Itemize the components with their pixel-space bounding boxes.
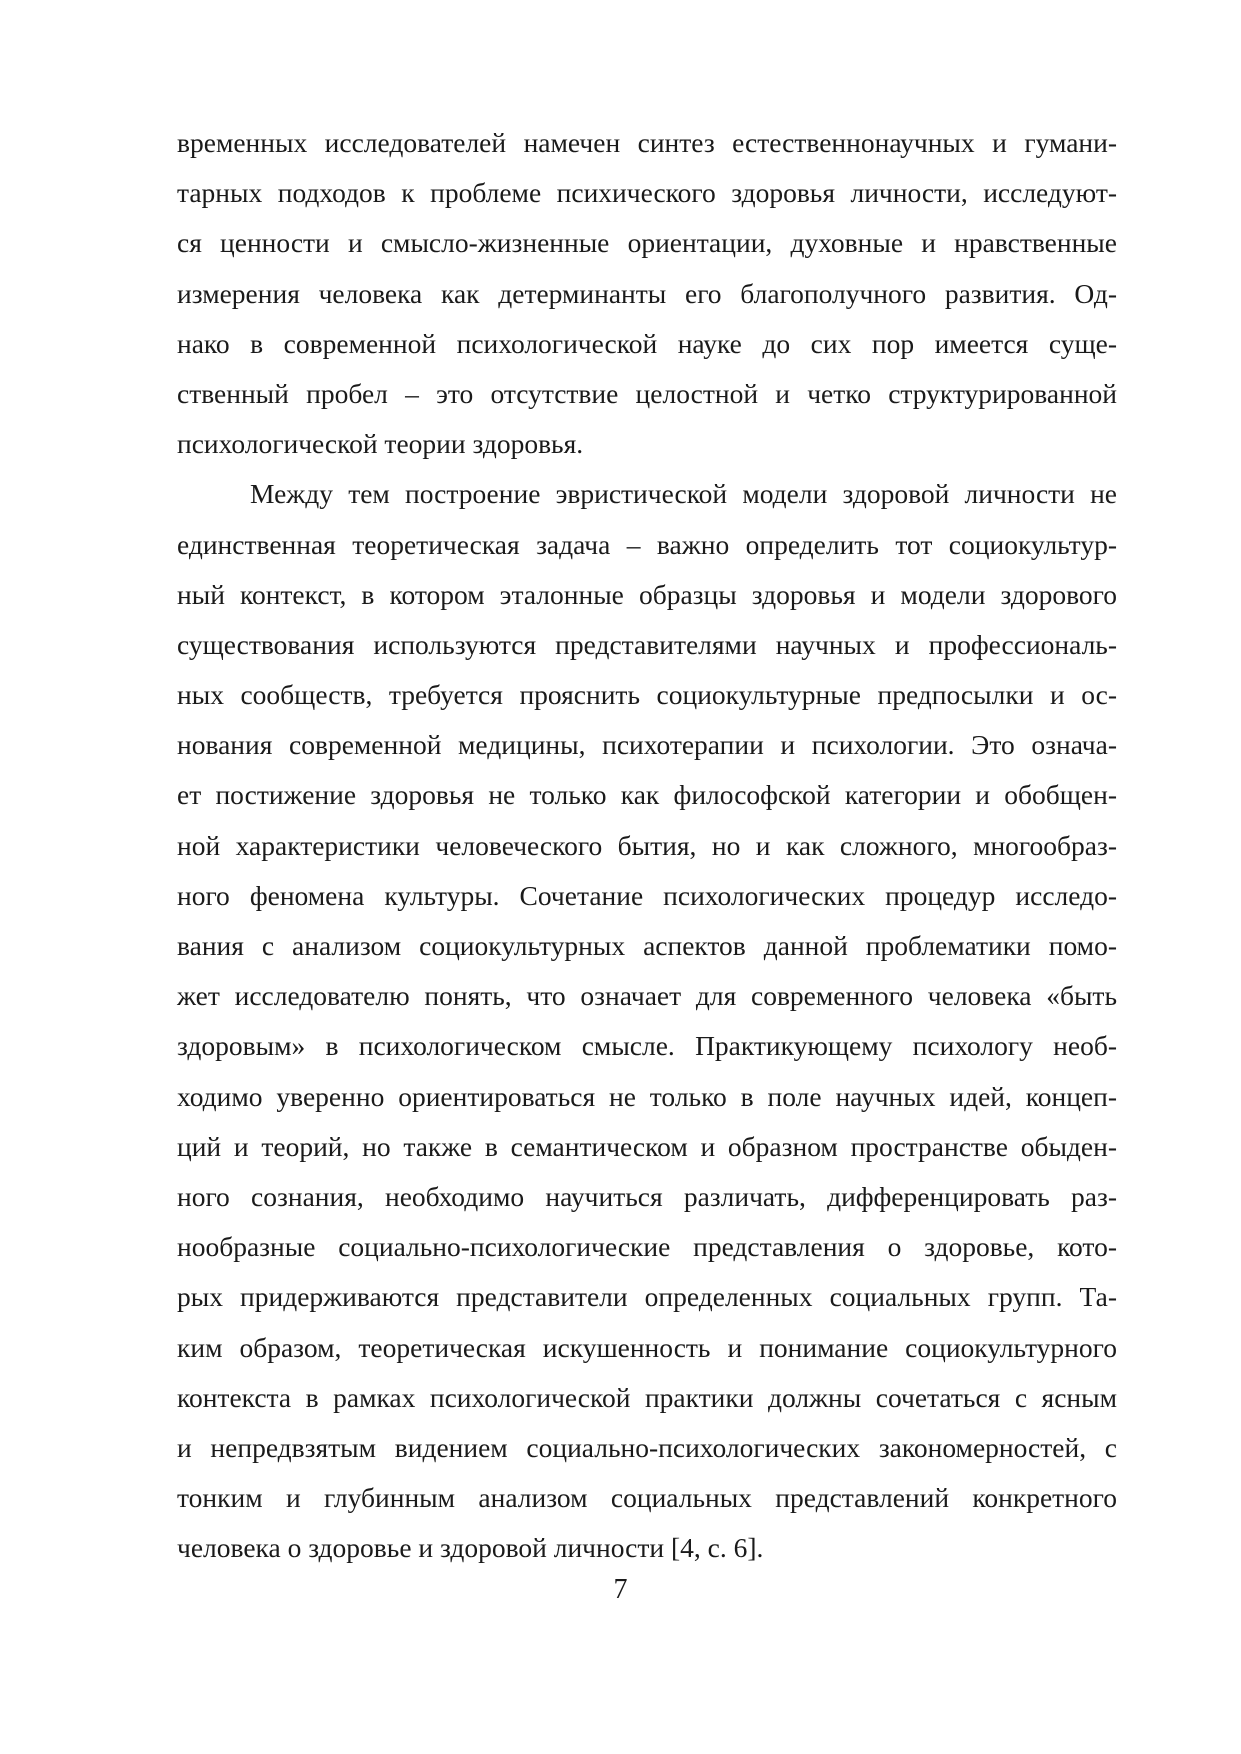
text-line: рых придерживаются представители определенных социальных групп. Та- — [177, 1281, 1117, 1313]
text-line: здоровым» в психологическом смысле. Практикующему психологу необ- — [177, 1030, 1117, 1062]
text-line: контекста в рамках психологической практики должны сочетаться с ясным — [177, 1381, 1117, 1413]
text-line: нообразные социально-психологические представления о здоровье, кото- — [177, 1231, 1117, 1263]
text-line: измерения человека как детерминанты его благополучного развития. Од- — [177, 277, 1117, 309]
text-line: психологической теории здоровья. — [177, 428, 584, 460]
text-line: ного феномена культуры. Сочетание психологических процедур исследо- — [177, 879, 1117, 911]
text-line: человека о здоровье и здоровой личности [4, с. 6]. — [177, 1532, 764, 1564]
body-text — [177, 118, 1117, 1573]
text-line: тарных подходов к проблеме психического здоровья личности, исследуют- — [177, 177, 1117, 209]
text-line: жет исследователю понять, что означает для современного человека «быть — [177, 980, 1117, 1012]
text-line: Между тем построение эвристической модели здоровой личности не — [250, 478, 1117, 510]
text-line: ет постижение здоровья не только как философской категории и обобщен- — [177, 779, 1117, 811]
page-number: 7 — [613, 1574, 628, 1605]
text-line: ный контекст, в котором эталонные образцы здоровья и модели здорового — [177, 578, 1117, 610]
text-line: нования современной медицины, психотерапии и психологии. Это означа- — [177, 729, 1117, 761]
text-line: тонким и глубинным анализом социальных представлений конкретного — [177, 1482, 1117, 1514]
text-line: и непредвзятым видением социально-психологических закономерностей, с — [177, 1431, 1117, 1463]
text-line: временных исследователей намечен синтез естественнонаучных и гумани- — [177, 127, 1117, 158]
text-line: ций и теорий, но также в семантическом и образном пространстве обыден- — [177, 1130, 1117, 1162]
text-line: ной характеристики человеческого бытия, но и как сложного, многообраз- — [177, 829, 1117, 861]
text-line: существования используются представителями научных и профессиональ- — [177, 628, 1117, 660]
text-line: ким образом, теоретическая искушенность и понимание социокультурного — [177, 1331, 1117, 1363]
text-line: ственный пробел – это отсутствие целостной и четко структурированной — [177, 377, 1117, 409]
text-line: ходимо уверенно ориентироваться не только в поле научных идей, концеп- — [177, 1080, 1117, 1112]
text-line: ного сознания, необходимо научиться различать, дифференцировать раз- — [177, 1180, 1117, 1212]
text-line: вания с анализом социокультурных аспектов данной проблематики помо- — [177, 930, 1117, 961]
paragraph — [177, 469, 1117, 1573]
text-line: нако в современной психологической науке до сих пор имеется суще- — [177, 327, 1117, 359]
text-line: ных сообществ, требуется прояснить социокультурные предпосылки и ос- — [177, 679, 1117, 711]
text-line: ся ценности и смысло-жизненные ориентации, духовные и нравственные — [177, 227, 1117, 259]
text-line: единственная теоретическая задача – важно определить тот социокультур- — [177, 528, 1117, 560]
paragraph — [177, 118, 1117, 469]
